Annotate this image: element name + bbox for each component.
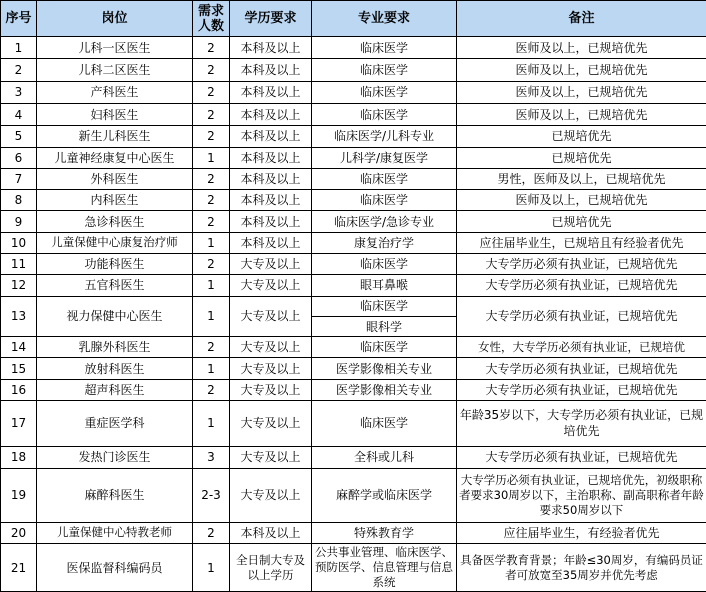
row-position: 五官科医生 xyxy=(37,275,193,296)
table-row xyxy=(1,211,706,232)
row-major: 眼科学 xyxy=(312,316,457,336)
row-education: 全日制大专及以上学历 xyxy=(230,544,312,592)
row-count: 1 xyxy=(193,232,230,253)
row-education: 本科及以上 xyxy=(230,190,312,211)
row-notes: 医师及以上，已规培优先 xyxy=(457,37,706,59)
row-no: 5 xyxy=(1,126,37,147)
row-count: 3 xyxy=(193,446,230,468)
row-education: 本科及以上 xyxy=(230,232,312,253)
row-position: 麻醉科医生 xyxy=(37,469,193,523)
row-position: 儿童保健中心特教老师 xyxy=(37,522,193,543)
row-no: 20 xyxy=(1,522,37,543)
row-major: 临床医学 xyxy=(312,168,457,189)
row-position: 儿科一区医生 xyxy=(37,37,193,59)
row-education: 大专及以上 xyxy=(230,296,312,337)
header-education: 学历要求 xyxy=(230,1,312,37)
row-no: 17 xyxy=(1,401,37,447)
row-position: 产科医生 xyxy=(37,81,193,103)
table-row xyxy=(1,147,706,168)
header-row xyxy=(1,1,706,37)
row-no: 10 xyxy=(1,232,37,253)
row-no: 3 xyxy=(1,81,37,103)
row-major: 临床医学 xyxy=(312,37,457,59)
table-row xyxy=(1,446,706,468)
row-no: 6 xyxy=(1,147,37,168)
row-notes: 医师及以上，已规培优先 xyxy=(457,59,706,81)
row-notes: 女性，大专学历必须有执业证，已规培优 xyxy=(457,337,706,358)
row-count: 2 xyxy=(193,254,230,275)
row-notes: 已规培优先 xyxy=(457,211,706,232)
row-notes: 大专学历必须有执业证，已规培优先 xyxy=(457,358,706,379)
row-count: 2 xyxy=(193,103,230,125)
row-position: 儿童神经康复中心医生 xyxy=(37,147,193,168)
header-position: 岗位 xyxy=(37,1,193,37)
row-education: 大专及以上 xyxy=(230,275,312,296)
table-row xyxy=(1,358,706,379)
row-major: 全科或儿科 xyxy=(312,446,457,468)
row-notes: 医师及以上，已规培优先 xyxy=(457,103,706,125)
row-education: 大专及以上 xyxy=(230,254,312,275)
row-major: 临床医学 xyxy=(312,59,457,81)
row-count: 1 xyxy=(193,147,230,168)
row-notes: 大专学历必须有执业证，已规培优先 xyxy=(457,275,706,296)
table-row xyxy=(1,81,706,103)
row-count: 1 xyxy=(193,401,230,447)
table-row xyxy=(1,168,706,189)
row-position: 医保监督科编码员 xyxy=(37,544,193,592)
row-notes: 应往届毕业生，已规培且有经验者优先 xyxy=(457,232,706,253)
row-position: 儿科二区医生 xyxy=(37,59,193,81)
row-count: 2 xyxy=(193,37,230,59)
row-count: 2 xyxy=(193,337,230,358)
row-no: 15 xyxy=(1,358,37,379)
row-major: 临床医学/急诊专业 xyxy=(312,211,457,232)
row-no: 11 xyxy=(1,254,37,275)
row-notes: 大专学历必须有执业证，已规培优先 xyxy=(457,446,706,468)
row-notes: 具备医学教育背景；年龄≤30周岁，有编码员证者可放宽至35周岁并优先考虑 xyxy=(457,544,706,592)
table-row xyxy=(1,337,706,358)
row-major: 特殊教育学 xyxy=(312,522,457,543)
row-notes: 已规培优先 xyxy=(457,126,706,147)
row-no: 2 xyxy=(1,59,37,81)
table-row xyxy=(1,275,706,296)
table-row xyxy=(1,126,706,147)
row-position: 急诊科医生 xyxy=(37,211,193,232)
row-notes: 已规培优先 xyxy=(457,147,706,168)
row-count: 2 xyxy=(193,379,230,400)
row-position: 内科医生 xyxy=(37,190,193,211)
row-major: 临床医学 xyxy=(312,81,457,103)
row-notes: 应往届毕业生，有经验者优先 xyxy=(457,522,706,543)
row-count: 2 xyxy=(193,211,230,232)
row-education: 本科及以上 xyxy=(230,37,312,59)
row-count: 2 xyxy=(193,126,230,147)
row-position: 放射科医生 xyxy=(37,358,193,379)
row-notes: 大专学历必须有执业证，已规培优先 xyxy=(457,254,706,275)
row-count: 1 xyxy=(193,275,230,296)
row-major: 临床医学/儿科专业 xyxy=(312,126,457,147)
row-education: 本科及以上 xyxy=(230,522,312,543)
row-major: 医学影像相关专业 xyxy=(312,358,457,379)
row-notes: 年龄35岁以下，大专学历必须有执业证，已规培优先 xyxy=(457,401,706,447)
row-position: 儿童保健中心康复治疗师 xyxy=(37,232,193,253)
row-major: 临床医学 xyxy=(312,296,457,316)
row-major: 医学影像相关专业 xyxy=(312,379,457,400)
table-row xyxy=(1,379,706,400)
row-education: 本科及以上 xyxy=(230,168,312,189)
header-notes: 备注 xyxy=(457,1,706,37)
row-no: 7 xyxy=(1,168,37,189)
row-education: 大专及以上 xyxy=(230,337,312,358)
row-no: 14 xyxy=(1,337,37,358)
table-row xyxy=(1,37,706,59)
table-row xyxy=(1,254,706,275)
row-count: 2-3 xyxy=(193,469,230,523)
table-row xyxy=(1,103,706,125)
table-row xyxy=(1,232,706,253)
row-education: 本科及以上 xyxy=(230,81,312,103)
row-no: 1 xyxy=(1,37,37,59)
table-row xyxy=(1,522,706,543)
row-count: 1 xyxy=(193,296,230,337)
row-position: 发热门诊医生 xyxy=(37,446,193,468)
row-no: 16 xyxy=(1,379,37,400)
row-no: 8 xyxy=(1,190,37,211)
row-count: 2 xyxy=(193,59,230,81)
row-notes: 男性，医师及以上，已规培优先 xyxy=(457,168,706,189)
row-major: 眼耳鼻喉 xyxy=(312,275,457,296)
row-count: 2 xyxy=(193,522,230,543)
row-position: 新生儿科医生 xyxy=(37,126,193,147)
row-count: 2 xyxy=(193,190,230,211)
row-notes: 大专学历必须有执业证，已规培优先，初级职称者要求30周岁以下，主治职称、副高职称者年龄要求50周岁以下 xyxy=(457,469,706,523)
table-row xyxy=(1,401,706,447)
header-count: 需求人数 xyxy=(193,1,230,37)
row-education: 大专及以上 xyxy=(230,379,312,400)
row-major: 康复治疗学 xyxy=(312,232,457,253)
row-education: 大专及以上 xyxy=(230,401,312,447)
header-major: 专业要求 xyxy=(312,1,457,37)
row-no: 19 xyxy=(1,469,37,523)
header-no: 序号 xyxy=(1,1,37,37)
row-education: 大专及以上 xyxy=(230,469,312,523)
row-major: 临床医学 xyxy=(312,103,457,125)
row-count: 1 xyxy=(193,544,230,592)
row-position: 外科医生 xyxy=(37,168,193,189)
row-major: 临床医学 xyxy=(312,190,457,211)
table-row xyxy=(1,59,706,81)
row-education: 本科及以上 xyxy=(230,103,312,125)
row-major: 临床医学 xyxy=(312,401,457,447)
row-major: 临床医学 xyxy=(312,337,457,358)
row-education: 大专及以上 xyxy=(230,446,312,468)
row-no: 9 xyxy=(1,211,37,232)
row-count: 2 xyxy=(193,168,230,189)
row-position: 妇科医生 xyxy=(37,103,193,125)
row-position: 超声科医生 xyxy=(37,379,193,400)
row-no: 13 xyxy=(1,296,37,337)
row-notes: 大专学历必须有执业证，已规培优先 xyxy=(457,296,706,337)
row-education: 本科及以上 xyxy=(230,211,312,232)
row-position: 重症医学科 xyxy=(37,401,193,447)
row-education: 本科及以上 xyxy=(230,59,312,81)
table-row xyxy=(1,296,706,316)
row-position: 视力保健中心医生 xyxy=(37,296,193,337)
table-row xyxy=(1,469,706,523)
row-notes: 医师及以上，已规培优先 xyxy=(457,81,706,103)
row-education: 本科及以上 xyxy=(230,126,312,147)
row-position: 功能科医生 xyxy=(37,254,193,275)
row-major: 公共事业管理、临床医学、预防医学、信息管理与信息系统 xyxy=(312,544,457,592)
row-no: 21 xyxy=(1,544,37,592)
table-row xyxy=(1,190,706,211)
row-education: 大专及以上 xyxy=(230,358,312,379)
row-major: 临床医学 xyxy=(312,254,457,275)
row-major: 麻醉学或临床医学 xyxy=(312,469,457,523)
row-count: 2 xyxy=(193,81,230,103)
row-no: 12 xyxy=(1,275,37,296)
row-education: 本科及以上 xyxy=(230,147,312,168)
row-notes: 医师及以上，已规培优先 xyxy=(457,190,706,211)
row-no: 4 xyxy=(1,103,37,125)
row-position: 乳腺外科医生 xyxy=(37,337,193,358)
row-no: 18 xyxy=(1,446,37,468)
table-row xyxy=(1,544,706,592)
row-notes: 大专学历必须有执业证，已规培优先 xyxy=(457,379,706,400)
row-count: 1 xyxy=(193,358,230,379)
row-major: 儿科学/康复医学 xyxy=(312,147,457,168)
